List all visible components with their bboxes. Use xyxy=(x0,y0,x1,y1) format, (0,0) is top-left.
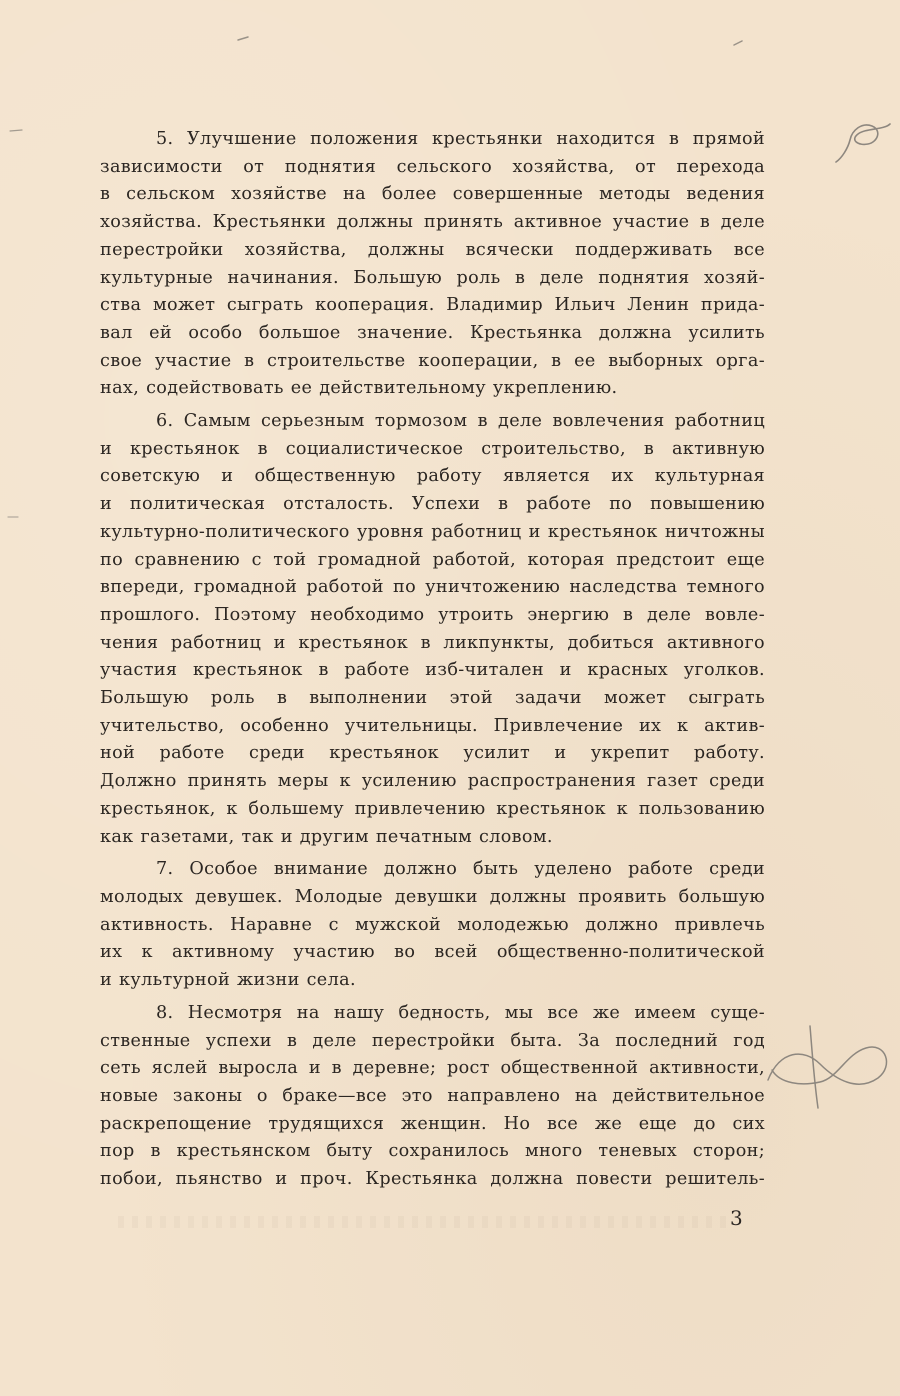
paragraph-5 xyxy=(100,126,765,403)
text-line: ственные успехи в деле перестройки быта. За последний год xyxy=(100,1030,765,1051)
text-line: в сельском хозяйстве на более совершенные методы ведения xyxy=(100,184,765,205)
text-line: раскрепощение трудящихся женщин. Но все же еще до сих xyxy=(100,1113,765,1134)
text-line: побои, пьянство и проч. Крестьянка должна повести решитель- xyxy=(100,1169,765,1190)
text-line: 8. Несмотря на нашу бедность, мы все же имеем суще- xyxy=(156,1002,765,1023)
page-number: 3 xyxy=(730,1206,743,1230)
text-line: чения работниц и крестьянок в ликпункты, добиться активного xyxy=(100,632,765,653)
text-line: культурно-политического уровня работниц и крестьянок ничтожны xyxy=(100,521,765,542)
text-line: свое участие в строительстве кооперации, в ее выборных орга- xyxy=(100,350,765,371)
text-line: прошлого. Поэтому необходимо утроить энергию в деле вовле- xyxy=(100,604,765,625)
pencil-mark-loop xyxy=(760,1020,896,1112)
text-line: зависимости от поднятия сельского хозяйства, от перехода xyxy=(100,156,765,177)
text-line: хозяйства. Крестьянки должны принять активное участие в деле xyxy=(100,212,765,233)
scan-speck xyxy=(236,34,250,44)
text-line: и крестьянок в социалистическое строительство, в активную xyxy=(100,438,765,459)
text-line: 7. Особое внимание должно быть уделено работе среди xyxy=(156,859,765,880)
text-line: вал ей особо большое значение. Крестьянка должна усилить xyxy=(100,322,765,343)
text-line: и культурной жизни села. xyxy=(100,970,356,991)
text-line: ной работе среди крестьянок усилит и укрепит работу. xyxy=(100,743,765,764)
paragraph-6 xyxy=(100,408,765,851)
text-line: перестройки хозяйства, должны всячески поддерживать все xyxy=(100,239,765,260)
paragraph-7 xyxy=(100,856,765,995)
text-line: крестьянок, к большему привлечению крестьянок к пользованию xyxy=(100,798,765,819)
text-line: культурные начинания. Большую роль в деле поднятия хозяй- xyxy=(100,267,765,288)
text-line: новые законы о браке—все это направлено на действительное xyxy=(100,1085,765,1106)
text-line: и политическая отсталость. Успехи в работе по повышению xyxy=(100,494,765,515)
text-line: их к активному участию во всей общественно-политической xyxy=(100,942,765,963)
scan-speck xyxy=(6,512,20,522)
text-line: нах, содействовать ее действительному укреплению. xyxy=(100,378,618,399)
text-line: учительство, особенно учительницы. Привлечение их к актив- xyxy=(100,715,765,736)
body-text xyxy=(100,126,765,1199)
text-line: Должно принять меры к усилению распространения газет среди xyxy=(100,771,765,792)
scan-speck xyxy=(732,38,744,48)
text-line: активность. Наравне с мужской молодежью должно привлечь xyxy=(100,914,765,935)
text-line: 5. Улучшение положения крестьянки находится в прямой xyxy=(156,129,765,149)
text-line: как газетами, так и другим печатным словом. xyxy=(100,826,553,847)
scan-speck xyxy=(8,126,24,136)
text-line: по сравнению с той громадной работой, которая предстоит еще xyxy=(100,549,765,570)
text-line: участия крестьянок в работе изб-читален и красных уголков. xyxy=(100,660,765,681)
text-line: молодых девушек. Молодые девушки должны проявить большую xyxy=(100,886,765,907)
paragraph-8 xyxy=(100,1000,765,1194)
scan-noise xyxy=(118,1216,728,1228)
text-line: советскую и общественную работу является их культурная xyxy=(100,466,765,487)
text-line: 6. Самым серьезным тормозом в деле вовлечения работниц xyxy=(156,411,765,432)
text-line: впереди, громадной работой по уничтожению наследства темного xyxy=(100,577,765,598)
pencil-mark-squiggle xyxy=(828,118,896,168)
text-line: сеть яслей выросла и в деревне; рост общественной активности, xyxy=(100,1058,765,1079)
text-line: ства может сыграть кооперация. Владимир Ильич Ленин прида- xyxy=(100,295,765,316)
text-line: пор в крестьянском быту сохранилось много теневых сторон; xyxy=(100,1141,765,1162)
text-line: Большую роль в выполнении этой задачи может сыграть xyxy=(100,688,765,709)
